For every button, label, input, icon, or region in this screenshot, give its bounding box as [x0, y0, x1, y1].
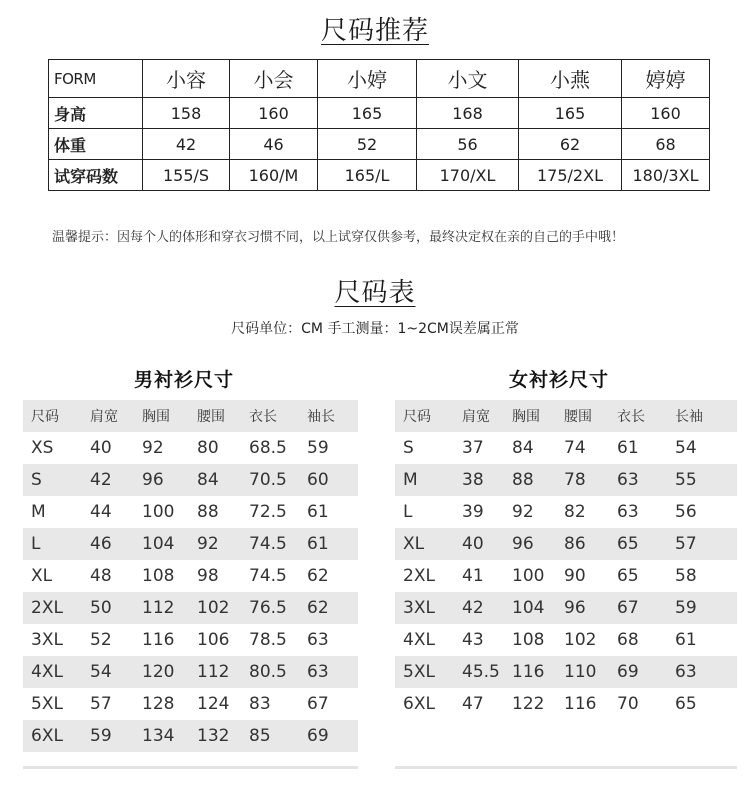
table-cell: 69 — [299, 720, 358, 752]
table-row — [23, 656, 358, 688]
table-cell: 腰围 — [189, 400, 241, 432]
table-row — [23, 464, 358, 496]
table-row — [395, 464, 737, 496]
table-cell: 63 — [609, 496, 667, 528]
table-cell: 61 — [667, 624, 737, 656]
table-cell: 37 — [454, 432, 504, 464]
table-cell: 59 — [299, 432, 358, 464]
table-row — [49, 98, 710, 129]
table-cell: 60 — [299, 464, 358, 496]
table-row — [23, 624, 358, 656]
table-row — [23, 496, 358, 528]
men-table-bottom-rule — [23, 766, 358, 769]
table-cell: 128 — [134, 688, 189, 720]
table-row — [395, 496, 737, 528]
table-cell: 74.5 — [241, 528, 299, 560]
table-cell: 衣长 — [241, 400, 299, 432]
table-cell: 165 — [519, 98, 622, 129]
recommend-title: 尺码推荐 — [320, 16, 429, 46]
table-cell: 175/2XL — [519, 160, 622, 191]
table-cell: 100 — [134, 496, 189, 528]
size-chart-title: 尺码表 — [334, 278, 416, 308]
table-cell: 102 — [189, 592, 241, 624]
table-cell: 116 — [134, 624, 189, 656]
table-cell: 68 — [622, 129, 710, 160]
table-cell: 56 — [417, 129, 519, 160]
table-cell: 170/XL — [417, 160, 519, 191]
table-cell: 42 — [454, 592, 504, 624]
table-cell: 132 — [189, 720, 241, 752]
fit-tip: 温馨提示：因每个人的体形和穿衣习惯不同，以上试穿仅供参考，最终决定权在亲的自己的手中哦！ — [52, 230, 625, 245]
table-cell: 3XL — [395, 592, 454, 624]
table-cell: 84 — [504, 432, 556, 464]
table-cell: 57 — [667, 528, 737, 560]
table-cell: 65 — [667, 688, 737, 720]
table-cell: 69 — [609, 656, 667, 688]
table-cell: 40 — [82, 432, 134, 464]
table-cell: 5XL — [395, 656, 454, 688]
table-cell: 158 — [143, 98, 230, 129]
table-cell: 78.5 — [241, 624, 299, 656]
table-row — [23, 592, 358, 624]
table-cell: 74 — [556, 432, 609, 464]
table-cell: 46 — [82, 528, 134, 560]
table-cell: 衣长 — [609, 400, 667, 432]
table-cell: 155/S — [143, 160, 230, 191]
table-cell: 65 — [609, 528, 667, 560]
table-cell: 116 — [504, 656, 556, 688]
table-cell: 84 — [189, 464, 241, 496]
table-row — [23, 432, 358, 464]
table-cell: 63 — [667, 656, 737, 688]
table-cell: 112 — [134, 592, 189, 624]
table-cell: 85 — [241, 720, 299, 752]
table-cell: 48 — [82, 560, 134, 592]
table-cell: 5XL — [23, 688, 82, 720]
women-size-table — [395, 400, 737, 720]
table-cell: 62 — [519, 129, 622, 160]
table-cell: 165/L — [318, 160, 417, 191]
table-cell: 165 — [318, 98, 417, 129]
table-cell: 74.5 — [241, 560, 299, 592]
table-cell: 62 — [299, 560, 358, 592]
table-cell: 42 — [82, 464, 134, 496]
table-cell: 67 — [609, 592, 667, 624]
table-cell: 40 — [454, 528, 504, 560]
table-cell: 67 — [299, 688, 358, 720]
table-cell: 100 — [504, 560, 556, 592]
table-cell: 尺码 — [23, 400, 82, 432]
recommend-table — [48, 59, 710, 191]
row-label: 试穿码数 — [49, 160, 143, 191]
table-cell: 106 — [189, 624, 241, 656]
table-cell: 104 — [504, 592, 556, 624]
table-cell: 88 — [189, 496, 241, 528]
table-cell: 59 — [667, 592, 737, 624]
table-cell: 61 — [609, 432, 667, 464]
table-cell: 96 — [134, 464, 189, 496]
table-header-row — [23, 400, 358, 432]
table-cell: 68 — [609, 624, 667, 656]
table-cell: 122 — [504, 688, 556, 720]
table-cell: 50 — [82, 592, 134, 624]
table-cell: 116 — [556, 688, 609, 720]
table-cell: 52 — [82, 624, 134, 656]
table-cell: 160 — [230, 98, 318, 129]
table-cell: 63 — [299, 656, 358, 688]
row-label: 体重 — [49, 129, 143, 160]
table-cell: 肩宽 — [454, 400, 504, 432]
table-row — [395, 592, 737, 624]
table-cell: 82 — [556, 496, 609, 528]
table-cell: 80.5 — [241, 656, 299, 688]
table-row — [395, 656, 737, 688]
table-cell: 胸围 — [504, 400, 556, 432]
table-row — [23, 688, 358, 720]
table-cell: 44 — [82, 496, 134, 528]
table-cell: 45.5 — [454, 656, 504, 688]
table-cell: 婷婷 — [622, 60, 710, 98]
table-cell: XL — [23, 560, 82, 592]
table-cell: 120 — [134, 656, 189, 688]
table-cell: M — [23, 496, 82, 528]
table-cell: 6XL — [23, 720, 82, 752]
table-cell: 86 — [556, 528, 609, 560]
row-label: FORM — [49, 60, 143, 98]
table-cell: L — [395, 496, 454, 528]
table-cell: 胸围 — [134, 400, 189, 432]
table-cell: 3XL — [23, 624, 82, 656]
table-cell: 尺码 — [395, 400, 454, 432]
table-cell: 104 — [134, 528, 189, 560]
table-cell: L — [23, 528, 82, 560]
table-cell: 4XL — [395, 624, 454, 656]
table-cell: 41 — [454, 560, 504, 592]
table-cell: 88 — [504, 464, 556, 496]
table-row — [23, 528, 358, 560]
table-row — [395, 432, 737, 464]
table-cell: 6XL — [395, 688, 454, 720]
table-cell: 63 — [609, 464, 667, 496]
table-cell: 180/3XL — [622, 160, 710, 191]
table-cell: 160/M — [230, 160, 318, 191]
table-cell: 2XL — [23, 592, 82, 624]
table-row — [395, 528, 737, 560]
table-cell: 83 — [241, 688, 299, 720]
table-cell: 小婷 — [318, 60, 417, 98]
table-cell: 96 — [504, 528, 556, 560]
table-cell: 47 — [454, 688, 504, 720]
table-cell: 65 — [609, 560, 667, 592]
table-cell: S — [23, 464, 82, 496]
table-cell: 96 — [556, 592, 609, 624]
row-label: 身高 — [49, 98, 143, 129]
table-row — [23, 560, 358, 592]
table-row — [23, 720, 358, 752]
table-cell: 小容 — [143, 60, 230, 98]
table-cell: 160 — [622, 98, 710, 129]
table-cell: 52 — [318, 129, 417, 160]
table-cell: 38 — [454, 464, 504, 496]
table-cell: 袖长 — [299, 400, 358, 432]
table-cell: XS — [23, 432, 82, 464]
table-cell: 110 — [556, 656, 609, 688]
table-row — [49, 129, 710, 160]
women-table-bottom-rule — [395, 766, 737, 769]
table-cell: 腰围 — [556, 400, 609, 432]
men-shirt-title: 男衬衫尺寸 — [134, 369, 235, 391]
men-size-table — [23, 400, 358, 752]
table-cell: 70 — [609, 688, 667, 720]
table-cell: 长袖 — [667, 400, 737, 432]
table-cell: 92 — [504, 496, 556, 528]
table-cell: 78 — [556, 464, 609, 496]
table-row — [395, 560, 737, 592]
table-cell: 92 — [189, 528, 241, 560]
table-cell: 102 — [556, 624, 609, 656]
table-cell: 134 — [134, 720, 189, 752]
table-cell: 小文 — [417, 60, 519, 98]
table-cell: 小燕 — [519, 60, 622, 98]
table-cell: M — [395, 464, 454, 496]
table-cell: 54 — [667, 432, 737, 464]
table-cell: 57 — [82, 688, 134, 720]
table-cell: 42 — [143, 129, 230, 160]
table-cell: 肩宽 — [82, 400, 134, 432]
table-cell: 58 — [667, 560, 737, 592]
table-cell: 56 — [667, 496, 737, 528]
table-cell: 62 — [299, 592, 358, 624]
table-row — [395, 688, 737, 720]
table-cell: 124 — [189, 688, 241, 720]
table-row — [395, 624, 737, 656]
table-cell: 61 — [299, 496, 358, 528]
table-cell: XL — [395, 528, 454, 560]
table-cell: 76.5 — [241, 592, 299, 624]
table-header-row — [395, 400, 737, 432]
table-cell: 59 — [82, 720, 134, 752]
table-cell: 54 — [82, 656, 134, 688]
table-cell: 61 — [299, 528, 358, 560]
table-cell: 112 — [189, 656, 241, 688]
table-cell: S — [395, 432, 454, 464]
table-cell: 72.5 — [241, 496, 299, 528]
table-cell: 92 — [134, 432, 189, 464]
table-cell: 43 — [454, 624, 504, 656]
table-cell: 80 — [189, 432, 241, 464]
women-shirt-title: 女衬衫尺寸 — [509, 369, 610, 391]
table-cell: 168 — [417, 98, 519, 129]
table-cell: 39 — [454, 496, 504, 528]
table-cell: 63 — [299, 624, 358, 656]
table-cell: 90 — [556, 560, 609, 592]
table-cell: 108 — [134, 560, 189, 592]
table-header-row — [49, 60, 710, 98]
table-cell: 55 — [667, 464, 737, 496]
table-row — [49, 160, 710, 191]
unit-note: 尺码单位：CM 手工测量：1~2CM误差属正常 — [231, 321, 519, 337]
table-cell: 98 — [189, 560, 241, 592]
table-cell: 70.5 — [241, 464, 299, 496]
table-cell: 小会 — [230, 60, 318, 98]
table-cell: 46 — [230, 129, 318, 160]
table-cell: 68.5 — [241, 432, 299, 464]
table-cell: 2XL — [395, 560, 454, 592]
table-cell: 108 — [504, 624, 556, 656]
table-cell: 4XL — [23, 656, 82, 688]
